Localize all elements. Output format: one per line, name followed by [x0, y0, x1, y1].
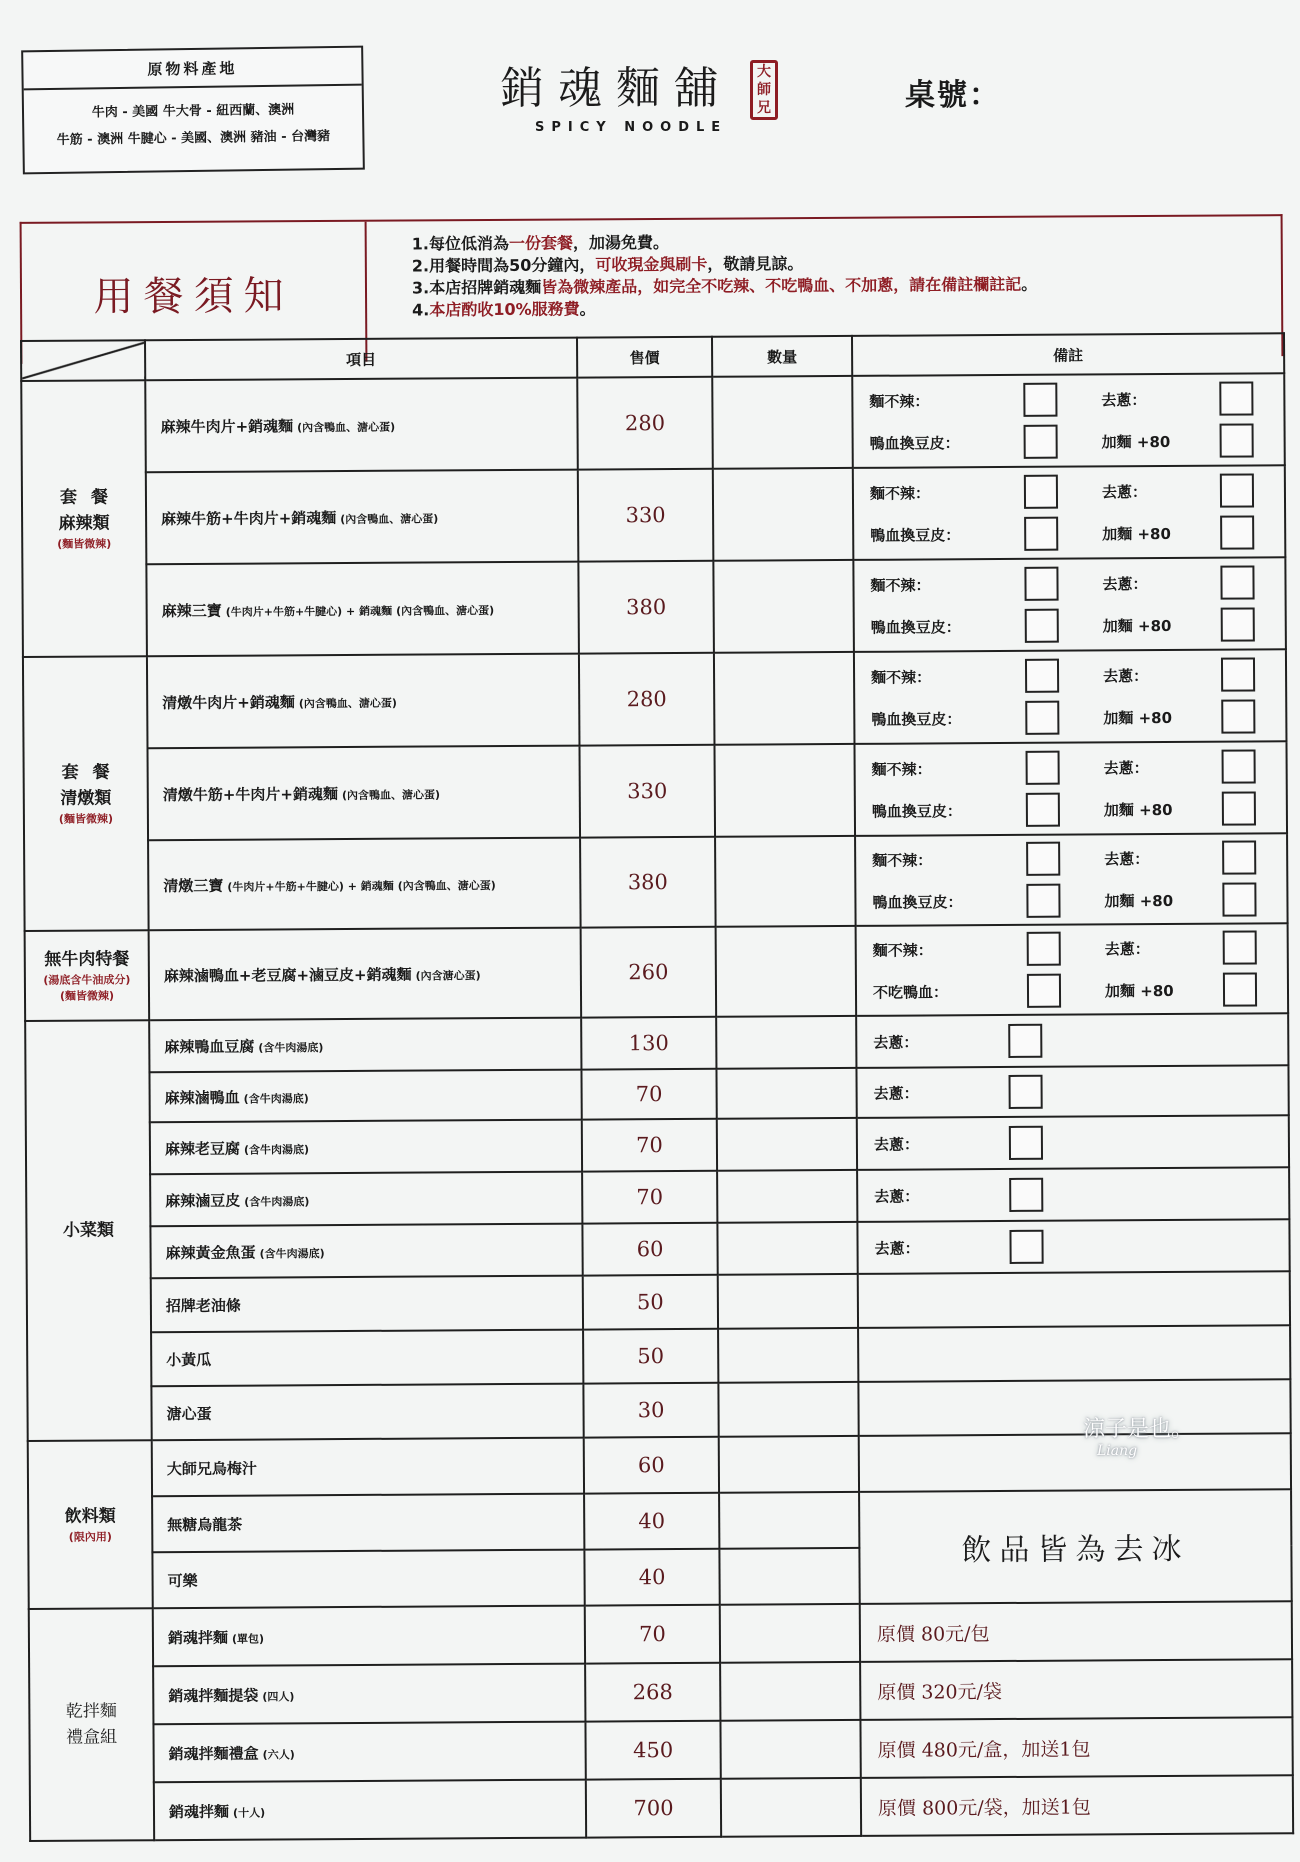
no-scallion-checkbox[interactable] — [1009, 1230, 1043, 1264]
item-price: 70 — [582, 1119, 717, 1172]
item-name: 麻辣三寶 (牛肉片+牛筋+牛腱心) + 銷魂麵 (內含鴨血、溏心蛋) — [146, 562, 579, 657]
table-row — [21, 373, 1285, 473]
table-row: 麻辣黃金魚蛋 (含牛肉湯底) 60 去蔥： — [26, 1219, 1289, 1279]
extra-noodle-checkbox[interactable] — [1221, 699, 1255, 733]
table-row — [30, 1775, 1293, 1841]
quantity-input[interactable] — [717, 1222, 857, 1275]
ingredient-origin-box — [21, 46, 365, 175]
item-name: 麻辣鴨血豆腐 (含牛肉湯底) — [149, 1018, 581, 1073]
item-price: 30 — [583, 1383, 718, 1438]
item-price: 70 — [581, 1069, 716, 1120]
original-price-note: 原價 480元/盒，加送1包 — [860, 1717, 1292, 1778]
quantity-input[interactable] — [716, 1016, 856, 1069]
seal-char: 師 — [757, 82, 771, 98]
table-row — [25, 923, 1289, 1021]
quantity-input[interactable] — [718, 1328, 858, 1383]
remark-options: 麵不辣： 去蔥： 鴨血換豆皮： 加麵 +80 — [855, 833, 1288, 926]
table-row — [29, 1717, 1292, 1783]
not-spicy-checkbox[interactable] — [1025, 659, 1059, 693]
notice-line: 4.本店酌收10%服務費。 — [412, 299, 596, 320]
quantity-input[interactable] — [716, 926, 857, 1017]
brand-name-en: SPICY NOODLE — [535, 120, 728, 135]
quantity-input[interactable] — [716, 1068, 856, 1119]
no-scallion-checkbox[interactable] — [1008, 1024, 1042, 1058]
item-price: 260 — [581, 927, 717, 1018]
not-spicy-checkbox[interactable] — [1027, 932, 1061, 966]
table-row: 麻辣滷鴨血 (含牛肉湯底) 70 去蔥： — [25, 1065, 1288, 1123]
origin-title: 原物料產地 — [23, 48, 361, 91]
item-price: 700 — [586, 1779, 721, 1838]
quantity-input[interactable] — [718, 1274, 858, 1329]
origin-line-1: 牛肉 - 美國 牛大骨 - 紐西蘭、澳洲 — [91, 102, 295, 121]
watermark-signature: Liang — [1097, 1443, 1138, 1459]
extra-noodle-checkbox[interactable] — [1222, 791, 1256, 825]
notice-line: 2.用餐時間為50分鐘內，可收現金與刷卡，敬請見諒。 — [411, 254, 804, 276]
item-price: 40 — [584, 1493, 719, 1550]
extra-noodle-checkbox[interactable] — [1220, 515, 1254, 549]
beverage-no-ice-note: 飲品皆為去冰 — [859, 1489, 1292, 1604]
origin-line-2: 牛筋 - 澳洲 牛腱心 - 美國、澳洲 豬油 - 台灣豬 — [56, 129, 331, 148]
header-qty: 數量 — [712, 336, 852, 377]
header-item: 項目 — [145, 338, 577, 381]
item-name: 麻辣牛筋+牛肉片+銷魂麵 (內含鴨血、溏心蛋) — [146, 470, 579, 565]
no-duck-blood-checkbox[interactable] — [1027, 974, 1061, 1008]
seal-char: 兄 — [757, 100, 771, 116]
remark-empty — [858, 1325, 1290, 1382]
item-price: 40 — [584, 1549, 719, 1606]
seal-stamp-icon — [750, 60, 778, 120]
extra-noodle-checkbox[interactable] — [1220, 423, 1254, 457]
item-name: 清燉牛筋+牛肉片+銷魂麵 (內含鴨血、溏心蛋) — [147, 746, 580, 841]
category-no-beef-special: 無牛肉特餐 (湯底含牛油成分) (麵皆微辣) — [25, 930, 150, 1021]
item-name: 麻辣滷鴨血+老豆腐+滷豆皮+銷魂麵 (內含溏心蛋) — [149, 928, 582, 1021]
item-name: 銷魂拌麵 (單包) — [153, 1606, 585, 1667]
quantity-input[interactable] — [715, 836, 856, 927]
quantity-input[interactable] — [714, 744, 855, 837]
header-corner — [21, 340, 145, 381]
table-row — [22, 465, 1286, 565]
table-row — [23, 649, 1287, 749]
not-spicy-checkbox[interactable] — [1023, 383, 1057, 417]
item-name: 麻辣老豆腐 (含牛肉湯底) — [150, 1120, 582, 1175]
extra-noodle-checkbox[interactable] — [1223, 972, 1257, 1006]
item-price: 70 — [582, 1171, 717, 1224]
quantity-input[interactable] — [721, 1778, 861, 1837]
table-number-label[interactable]: 桌號： — [905, 78, 1001, 113]
no-scallion-checkbox[interactable] — [1221, 657, 1255, 691]
item-price: 280 — [577, 377, 713, 470]
item-price: 330 — [579, 745, 715, 838]
watermark-text: 涼子是也。 — [1083, 1417, 1194, 1442]
table-row — [28, 1489, 1291, 1553]
remark-empty — [858, 1379, 1290, 1436]
swap-tofu-skin-checkbox[interactable] — [1024, 517, 1058, 551]
quantity-input[interactable] — [717, 1118, 857, 1171]
table-row: 小菜類 麻辣鴨血豆腐 (含牛肉湯底) 130 去蔥： — [25, 1013, 1288, 1073]
remark-options: 麵不辣： 去蔥： 鴨血換豆皮： 加麵 +80 — [853, 465, 1286, 560]
table-row — [24, 833, 1288, 931]
not-spicy-checkbox[interactable] — [1026, 751, 1060, 785]
item-name: 無糖烏龍茶 — [152, 1494, 584, 1553]
table-row — [23, 741, 1287, 841]
quantity-input[interactable] — [717, 1170, 857, 1223]
table-row — [27, 1271, 1290, 1333]
header-price: 售價 — [577, 337, 712, 378]
item-price: 60 — [584, 1437, 719, 1494]
swap-tofu-skin-checkbox[interactable] — [1026, 884, 1060, 918]
quantity-input[interactable] — [720, 1662, 860, 1721]
item-name: 麻辣黃金魚蛋 (含牛肉湯底) — [150, 1224, 582, 1279]
remark-options: 麵不辣： 去蔥： 鴨血換豆皮： 加麵 +80 — [852, 373, 1285, 468]
remark-options: 麵不辣： 去蔥： 鴨血換豆皮： 加麵 +80 — [854, 741, 1287, 836]
table-row: 麻辣老豆腐 (含牛肉湯底) 70 去蔥： — [26, 1115, 1289, 1175]
no-scallion-checkbox[interactable] — [1220, 565, 1254, 599]
item-name: 麻辣滷豆皮 (含牛肉湯底) — [150, 1172, 582, 1227]
item-name: 清燉三寶 (牛肉片+牛筋+牛腱心) + 銷魂麵 (內含鴨血、溏心蛋) — [148, 838, 581, 931]
table-row: 麻辣滷豆皮 (含牛肉湯底) 70 去蔥： — [26, 1167, 1289, 1227]
no-scallion-checkbox[interactable] — [1223, 930, 1257, 964]
item-name: 麻辣牛肉片+銷魂麵 (內含鴨血、溏心蛋) — [145, 378, 578, 473]
swap-tofu-skin-checkbox[interactable] — [1025, 609, 1059, 643]
item-price: 60 — [582, 1223, 717, 1276]
remark-empty — [858, 1271, 1290, 1328]
quantity-input[interactable] — [719, 1548, 859, 1605]
item-price: 50 — [583, 1329, 718, 1384]
swap-tofu-skin-checkbox[interactable] — [1025, 701, 1059, 735]
item-price: 70 — [585, 1605, 720, 1664]
category-clear-broth-set: 套餐 清燉類 (麵皆微辣) — [23, 656, 149, 931]
seal-char: 大 — [757, 64, 771, 80]
no-scallion-checkbox[interactable] — [1220, 473, 1254, 507]
quantity-input[interactable] — [720, 1720, 860, 1779]
item-name: 小黃瓜 — [151, 1330, 583, 1387]
quantity-input[interactable] — [712, 376, 853, 469]
table-row — [29, 1601, 1292, 1667]
item-name: 麻辣滷鴨血 (含牛肉湯底) — [149, 1070, 581, 1123]
no-scallion-checkbox[interactable] — [1009, 1075, 1043, 1109]
no-scallion-checkbox[interactable] — [1219, 381, 1253, 415]
item-name: 可樂 — [152, 1550, 584, 1609]
item-name: 銷魂拌麵禮盒 (六人) — [153, 1722, 585, 1783]
table-row — [22, 557, 1286, 657]
item-price: 280 — [579, 653, 715, 746]
no-scallion-checkbox[interactable] — [1222, 840, 1256, 874]
extra-noodle-checkbox[interactable] — [1221, 607, 1255, 641]
item-price: 268 — [585, 1663, 720, 1722]
item-name: 溏心蛋 — [151, 1384, 583, 1441]
category-beverages: 飲料類 (限內用) — [28, 1440, 153, 1609]
item-price: 330 — [578, 469, 714, 562]
notice-line: 3.本店招牌銷魂麵皆為微辣產品，如完全不吃辣、不吃鴨血、不加蔥，請在備註欄註記。 — [411, 274, 1038, 298]
no-scallion-checkbox[interactable] — [1009, 1178, 1043, 1212]
no-scallion-checkbox[interactable] — [1222, 749, 1256, 783]
watermark — [1083, 1412, 1193, 1459]
not-spicy-checkbox[interactable] — [1024, 475, 1058, 509]
quantity-input[interactable] — [718, 1382, 858, 1437]
header-remark: 備註 — [852, 333, 1284, 376]
quantity-input[interactable] — [719, 1436, 859, 1493]
swap-tofu-skin-checkbox[interactable] — [1026, 793, 1060, 827]
quantity-input[interactable] — [713, 560, 854, 653]
item-name: 清燉牛肉片+銷魂麵 (內含鴨血、溏心蛋) — [147, 654, 580, 749]
item-name: 銷魂拌麵 (十人) — [154, 1780, 586, 1841]
not-spicy-checkbox[interactable] — [1026, 842, 1060, 876]
quantity-input[interactable] — [719, 1492, 859, 1549]
menu-order-table — [20, 332, 1294, 1842]
remark-options: 麵不辣： 去蔥： 鴨血換豆皮： 加麵 +80 — [853, 557, 1286, 652]
category-side-dishes: 小菜類 — [25, 1020, 152, 1441]
swap-tofu-skin-checkbox[interactable] — [1024, 425, 1058, 459]
quantity-input[interactable] — [713, 468, 854, 561]
original-price-note: 原價 320元/袋 — [860, 1659, 1292, 1720]
item-name: 銷魂拌麵提袋 (四人) — [153, 1664, 585, 1725]
original-price-note: 原價 800元/袋，加送1包 — [861, 1775, 1293, 1836]
category-spicy-set: 套餐 麻辣類 (麵皆微辣) — [21, 380, 147, 657]
item-price: 130 — [581, 1017, 716, 1070]
notice-line: 1.每位低消為一份套餐，加湯免費。 — [411, 232, 670, 254]
item-price: 380 — [578, 561, 714, 654]
notice-title: 用餐須知 — [22, 222, 368, 364]
brand-name-cn: 銷魂麵舖 — [500, 63, 732, 114]
quantity-input[interactable] — [714, 652, 855, 745]
table-row — [29, 1659, 1292, 1725]
extra-noodle-checkbox[interactable] — [1222, 882, 1256, 916]
original-price-note: 原價 80元/包 — [860, 1601, 1292, 1662]
not-spicy-checkbox[interactable] — [1024, 567, 1058, 601]
no-scallion-checkbox[interactable] — [1009, 1126, 1043, 1160]
item-price: 50 — [583, 1275, 718, 1330]
table-row — [27, 1325, 1290, 1387]
item-name: 大師兄烏梅汁 — [152, 1438, 584, 1497]
category-dry-noodle-gift-set: 乾拌麵 禮盒組 — [29, 1608, 154, 1841]
item-price: 380 — [580, 837, 716, 928]
remark-options: 麵不辣： 去蔥： 鴨血換豆皮： 加麵 +80 — [854, 649, 1287, 744]
remark-empty — [859, 1433, 1291, 1492]
quantity-input[interactable] — [720, 1604, 860, 1663]
item-price: 450 — [585, 1721, 720, 1780]
remark-options: 麵不辣： 去蔥： 不吃鴨血： 加麵 +80 — [856, 923, 1289, 1016]
item-name: 招牌老油條 — [151, 1276, 583, 1333]
